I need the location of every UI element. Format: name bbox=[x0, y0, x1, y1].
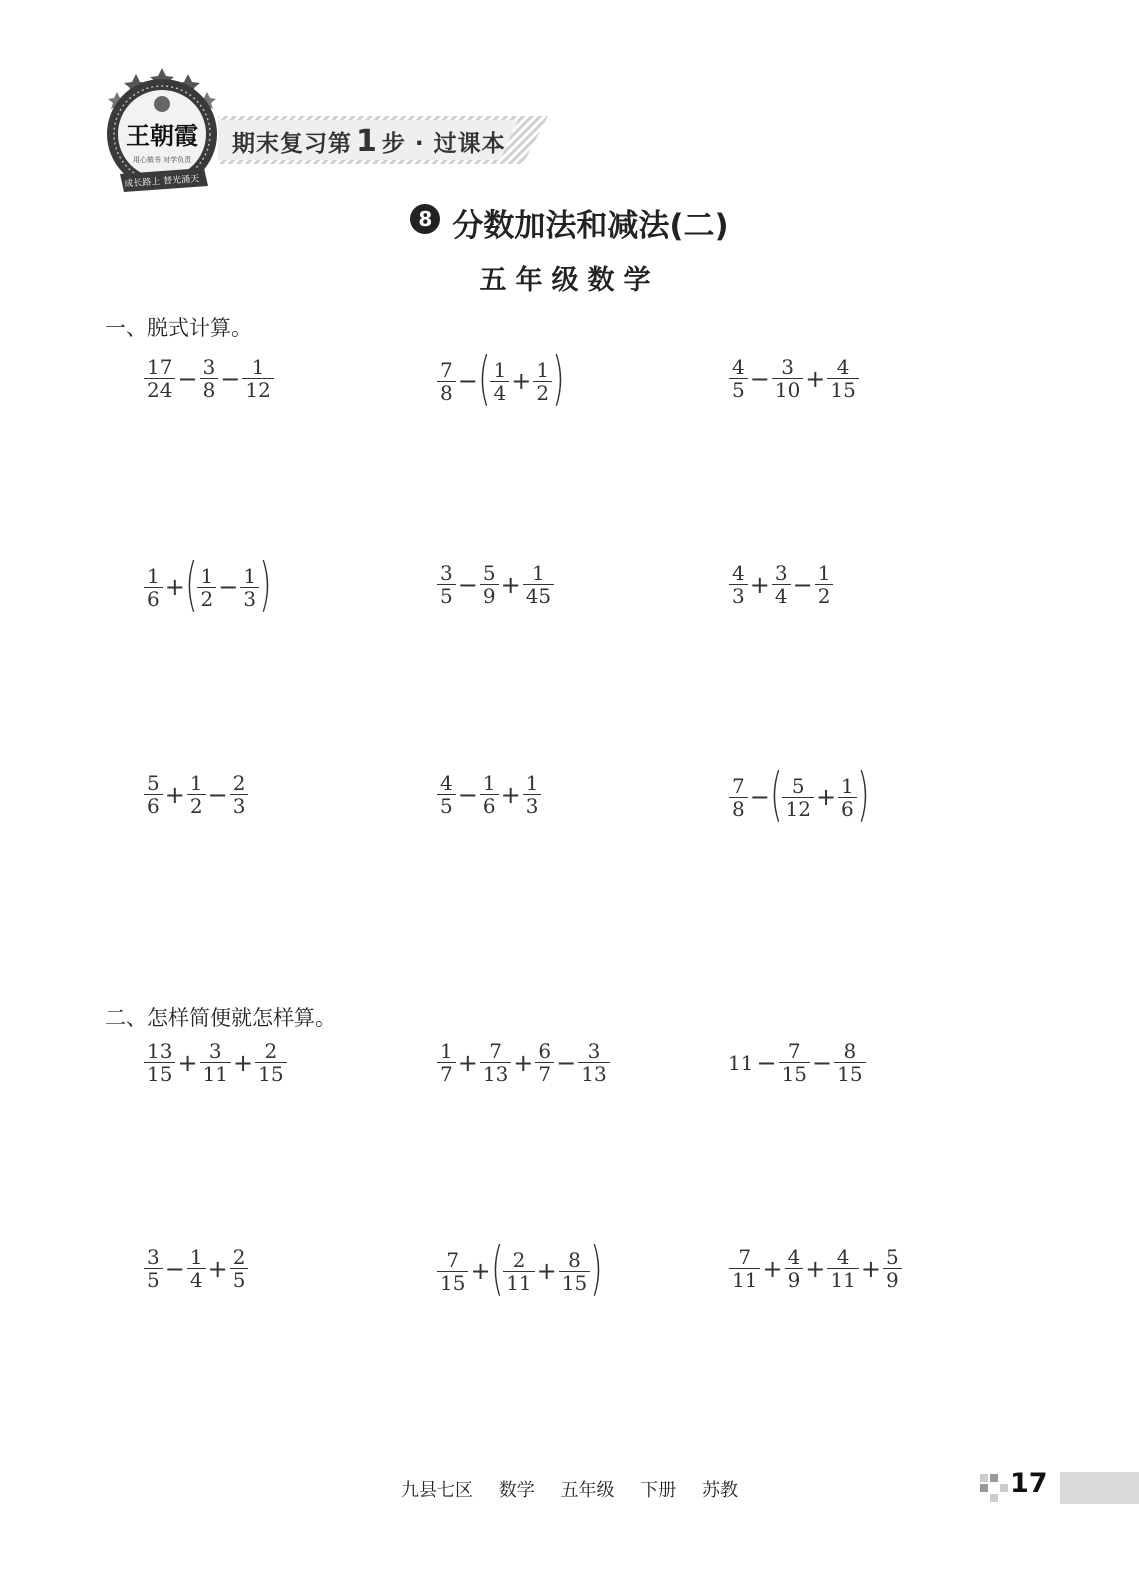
numerator: 4 bbox=[836, 355, 850, 379]
numerator: 2 bbox=[232, 771, 246, 795]
denominator: 2 bbox=[815, 584, 834, 607]
denominator: 5 bbox=[437, 794, 456, 817]
denominator: 9 bbox=[785, 1268, 804, 1291]
right-paren: ) bbox=[856, 760, 870, 828]
numerator: 1 bbox=[200, 563, 214, 588]
minus-sign: − bbox=[749, 783, 770, 811]
section1-problem-5 bbox=[436, 562, 555, 607]
denominator: 13 bbox=[578, 1062, 609, 1085]
denominator: 3 bbox=[729, 584, 748, 607]
fraction bbox=[834, 1040, 865, 1085]
fraction bbox=[480, 772, 499, 817]
minus-sign: − bbox=[756, 1048, 777, 1077]
numerator: 7 bbox=[787, 1039, 801, 1063]
numerator: 3 bbox=[774, 561, 788, 585]
numerator: 2 bbox=[264, 1039, 278, 1063]
fraction bbox=[437, 1249, 468, 1294]
plus-sign: + bbox=[536, 1257, 557, 1285]
numerator: 1 bbox=[532, 561, 545, 585]
denominator: 11 bbox=[827, 1268, 858, 1291]
denominator: 5 bbox=[230, 1268, 249, 1291]
denominator: 9 bbox=[480, 584, 499, 607]
plus-sign: + bbox=[805, 364, 826, 393]
denominator: 6 bbox=[144, 587, 163, 610]
numerator: 4 bbox=[440, 771, 453, 795]
fraction bbox=[255, 1040, 286, 1085]
denominator: 15 bbox=[834, 1062, 865, 1085]
fraction bbox=[779, 1040, 810, 1085]
plus-sign: + bbox=[500, 570, 521, 599]
numerator: 2 bbox=[232, 1245, 246, 1269]
numerator: 1 bbox=[440, 1039, 453, 1063]
fraction bbox=[437, 562, 456, 607]
footer-region: 九县七区 bbox=[401, 1480, 474, 1501]
fraction bbox=[535, 1040, 554, 1085]
fraction bbox=[437, 1040, 456, 1085]
integer: 11 bbox=[728, 1050, 754, 1075]
lesson-heading bbox=[0, 200, 1139, 245]
denominator: 15 bbox=[559, 1271, 590, 1294]
section2-problem-5 bbox=[436, 1234, 603, 1302]
denominator: 4 bbox=[772, 584, 791, 607]
fraction bbox=[782, 775, 813, 820]
fraction bbox=[240, 565, 259, 610]
numerator: 1 bbox=[536, 357, 550, 382]
footer-subject: 数学 bbox=[498, 1480, 535, 1501]
right-paren: ) bbox=[590, 1234, 603, 1302]
section2-heading: 二、怎样简便就怎样算。 bbox=[105, 1006, 336, 1030]
denominator: 13 bbox=[480, 1062, 511, 1085]
fraction bbox=[200, 1040, 231, 1085]
fraction bbox=[242, 356, 273, 401]
minus-sign: − bbox=[792, 570, 813, 599]
section1-problem-8 bbox=[436, 772, 542, 817]
denominator: 15 bbox=[255, 1062, 286, 1085]
denominator: 11 bbox=[200, 1062, 231, 1085]
page-number-tab bbox=[1060, 1472, 1139, 1504]
plus-sign: + bbox=[860, 1254, 881, 1283]
fraction bbox=[144, 1246, 163, 1291]
minus-sign: − bbox=[164, 1254, 185, 1283]
footer-volume: 下册 bbox=[640, 1480, 677, 1501]
denominator: 8 bbox=[200, 378, 219, 401]
fraction bbox=[523, 772, 542, 817]
fraction bbox=[480, 1040, 511, 1085]
denominator: 3 bbox=[523, 794, 542, 817]
denominator: 15 bbox=[779, 1062, 810, 1085]
section1-problem-1 bbox=[143, 356, 275, 401]
numerator: 3 bbox=[440, 561, 453, 585]
fraction bbox=[559, 1249, 590, 1294]
page-number: 17 bbox=[1010, 1468, 1048, 1499]
fraction bbox=[838, 775, 857, 820]
numerator: 1 bbox=[493, 357, 507, 382]
fraction bbox=[523, 562, 554, 607]
numerator: 4 bbox=[732, 561, 745, 585]
denominator: 2 bbox=[197, 587, 216, 610]
section1-problem-4 bbox=[143, 550, 272, 618]
denominator: 2 bbox=[533, 381, 552, 404]
fraction bbox=[827, 356, 858, 401]
fraction bbox=[827, 1246, 858, 1291]
numerator: 5 bbox=[147, 771, 160, 795]
plus-sign: + bbox=[233, 1048, 254, 1077]
denominator: 8 bbox=[437, 381, 456, 404]
section1-problem-7 bbox=[143, 772, 249, 817]
fraction bbox=[437, 359, 456, 404]
fraction bbox=[503, 1249, 534, 1294]
fraction bbox=[144, 356, 175, 401]
numerator: 6 bbox=[538, 1039, 552, 1063]
fraction bbox=[729, 775, 748, 820]
numerator: 8 bbox=[843, 1039, 857, 1063]
denominator: 11 bbox=[503, 1271, 534, 1294]
numerator: 4 bbox=[787, 1245, 801, 1269]
publisher-logo bbox=[102, 68, 222, 200]
numerator: 3 bbox=[202, 355, 216, 379]
denominator: 5 bbox=[437, 584, 456, 607]
plus-sign: + bbox=[805, 1254, 826, 1283]
denominator: 15 bbox=[144, 1062, 175, 1085]
svg-text:王朝霞: 王朝霞 bbox=[126, 121, 198, 150]
fraction bbox=[772, 356, 803, 401]
denominator: 12 bbox=[782, 797, 813, 820]
denominator: 6 bbox=[838, 797, 857, 820]
denominator: 9 bbox=[883, 1268, 902, 1291]
plus-sign: + bbox=[513, 1048, 534, 1077]
plus-sign: + bbox=[815, 783, 837, 811]
fraction bbox=[197, 565, 216, 610]
plus-sign: + bbox=[177, 1048, 198, 1077]
denominator: 4 bbox=[187, 1268, 206, 1291]
denominator: 7 bbox=[437, 1062, 456, 1085]
section2-problem-6 bbox=[728, 1246, 903, 1291]
svg-text:用心做书 对学负责: 用心做书 对学负责 bbox=[132, 156, 192, 164]
banner-suffix: 步 · 过课本 bbox=[381, 131, 506, 157]
denominator: 6 bbox=[480, 794, 499, 817]
fraction bbox=[187, 772, 206, 817]
section1-problem-9 bbox=[728, 760, 870, 828]
denominator: 3 bbox=[240, 587, 259, 610]
plus-sign: + bbox=[762, 1254, 783, 1283]
section2-problem-1 bbox=[143, 1040, 288, 1085]
section1-problem-3 bbox=[728, 356, 860, 401]
numerator: 3 bbox=[587, 1039, 601, 1063]
numerator: 4 bbox=[836, 1245, 850, 1269]
numerator: 1 bbox=[243, 563, 257, 588]
fraction bbox=[533, 359, 552, 404]
minus-sign: − bbox=[556, 1048, 577, 1077]
numerator: 7 bbox=[446, 1247, 460, 1272]
denominator: 15 bbox=[437, 1271, 468, 1294]
fraction bbox=[729, 562, 748, 607]
fraction bbox=[230, 1246, 249, 1291]
fraction bbox=[883, 1246, 902, 1291]
footer-grade: 五年级 bbox=[560, 1480, 615, 1501]
minus-sign: − bbox=[220, 364, 241, 393]
review-step-label bbox=[232, 124, 506, 159]
section1-problem-2 bbox=[436, 344, 565, 412]
denominator: 5 bbox=[144, 1268, 163, 1291]
fraction bbox=[230, 772, 249, 817]
numerator: 5 bbox=[791, 773, 805, 798]
numerator: 1 bbox=[817, 561, 831, 585]
fraction bbox=[785, 1246, 804, 1291]
denominator: 8 bbox=[729, 797, 748, 820]
denominator: 6 bbox=[144, 794, 163, 817]
denominator: 7 bbox=[535, 1062, 554, 1085]
denominator: 15 bbox=[827, 378, 858, 401]
plus-sign: + bbox=[749, 570, 770, 599]
banner-step-number: 1 bbox=[356, 124, 378, 159]
fraction bbox=[144, 1040, 175, 1085]
footer-edition: 苏教 bbox=[701, 1480, 738, 1501]
plus-sign: + bbox=[164, 573, 185, 601]
left-paren: ( bbox=[490, 1234, 504, 1302]
section2-problem-4 bbox=[143, 1246, 249, 1291]
numerator: 1 bbox=[525, 771, 539, 795]
section2-problem-3 bbox=[728, 1040, 867, 1085]
footer-info bbox=[0, 1476, 1139, 1502]
banner-prefix: 期末复习第 bbox=[232, 131, 352, 157]
plus-sign: + bbox=[207, 1254, 228, 1283]
svg-text:成长路上 替光涌天: 成长路上 替光涌天 bbox=[124, 174, 200, 190]
numerator: 7 bbox=[489, 1039, 502, 1063]
left-paren: ( bbox=[184, 550, 198, 618]
fraction bbox=[187, 1246, 206, 1291]
minus-sign: − bbox=[812, 1048, 833, 1077]
plus-sign: + bbox=[457, 1048, 478, 1077]
fraction bbox=[144, 772, 163, 817]
plus-sign: + bbox=[511, 367, 532, 395]
denominator: 2 bbox=[187, 794, 206, 817]
numerator: 13 bbox=[147, 1039, 173, 1063]
numerator: 3 bbox=[781, 355, 794, 379]
numerator: 8 bbox=[568, 1247, 581, 1272]
fraction bbox=[729, 1246, 760, 1291]
fraction bbox=[480, 562, 499, 607]
fraction bbox=[437, 772, 456, 817]
denominator: 24 bbox=[144, 378, 175, 401]
denominator: 5 bbox=[729, 378, 748, 401]
left-paren: ( bbox=[769, 760, 783, 828]
denominator: 4 bbox=[490, 381, 509, 404]
fraction bbox=[772, 562, 791, 607]
lesson-number-badge: 8 bbox=[410, 204, 440, 234]
fraction bbox=[815, 562, 834, 607]
numerator: 4 bbox=[732, 355, 745, 379]
right-paren: ) bbox=[259, 550, 272, 618]
plus-sign: + bbox=[470, 1257, 491, 1285]
numerator: 7 bbox=[440, 357, 453, 382]
minus-sign: − bbox=[218, 573, 239, 601]
minus-sign: − bbox=[207, 780, 228, 809]
denominator: 3 bbox=[230, 794, 249, 817]
numerator: 17 bbox=[147, 355, 173, 379]
minus-sign: − bbox=[749, 364, 770, 393]
minus-sign: − bbox=[457, 780, 478, 809]
numerator: 1 bbox=[841, 773, 854, 798]
numerator: 7 bbox=[732, 773, 745, 798]
minus-sign: − bbox=[177, 364, 198, 393]
numerator: 7 bbox=[738, 1245, 752, 1269]
plus-sign: + bbox=[164, 780, 185, 809]
fraction bbox=[490, 359, 509, 404]
lesson-title: 分数加法和减法(二) bbox=[452, 208, 729, 244]
numerator: 1 bbox=[189, 1245, 203, 1269]
numerator: 3 bbox=[208, 1039, 222, 1063]
left-paren: ( bbox=[477, 344, 491, 412]
section1-heading: 一、脱式计算。 bbox=[105, 316, 252, 340]
fraction bbox=[200, 356, 219, 401]
denominator: 10 bbox=[772, 378, 803, 401]
section2-problem-2 bbox=[436, 1040, 611, 1085]
numerator: 3 bbox=[147, 1245, 160, 1269]
minus-sign: − bbox=[457, 367, 478, 395]
numerator: 1 bbox=[482, 771, 496, 795]
fraction bbox=[578, 1040, 609, 1085]
numerator: 2 bbox=[512, 1247, 526, 1272]
denominator: 45 bbox=[523, 584, 554, 607]
numerator: 5 bbox=[482, 561, 496, 585]
denominator: 12 bbox=[242, 378, 273, 401]
numerator: 1 bbox=[189, 771, 203, 795]
numerator: 5 bbox=[885, 1245, 899, 1269]
minus-sign: − bbox=[457, 570, 478, 599]
right-paren: ) bbox=[552, 344, 565, 412]
numerator: 1 bbox=[147, 563, 160, 588]
numerator: 1 bbox=[251, 355, 265, 379]
denominator: 11 bbox=[729, 1268, 760, 1291]
section1-problem-6 bbox=[728, 562, 834, 607]
lesson-subtitle: 五年级数学 bbox=[479, 265, 660, 296]
plus-sign: + bbox=[500, 780, 521, 809]
fraction bbox=[144, 565, 163, 610]
page-corner-pattern bbox=[980, 1474, 1010, 1508]
fraction bbox=[729, 356, 748, 401]
